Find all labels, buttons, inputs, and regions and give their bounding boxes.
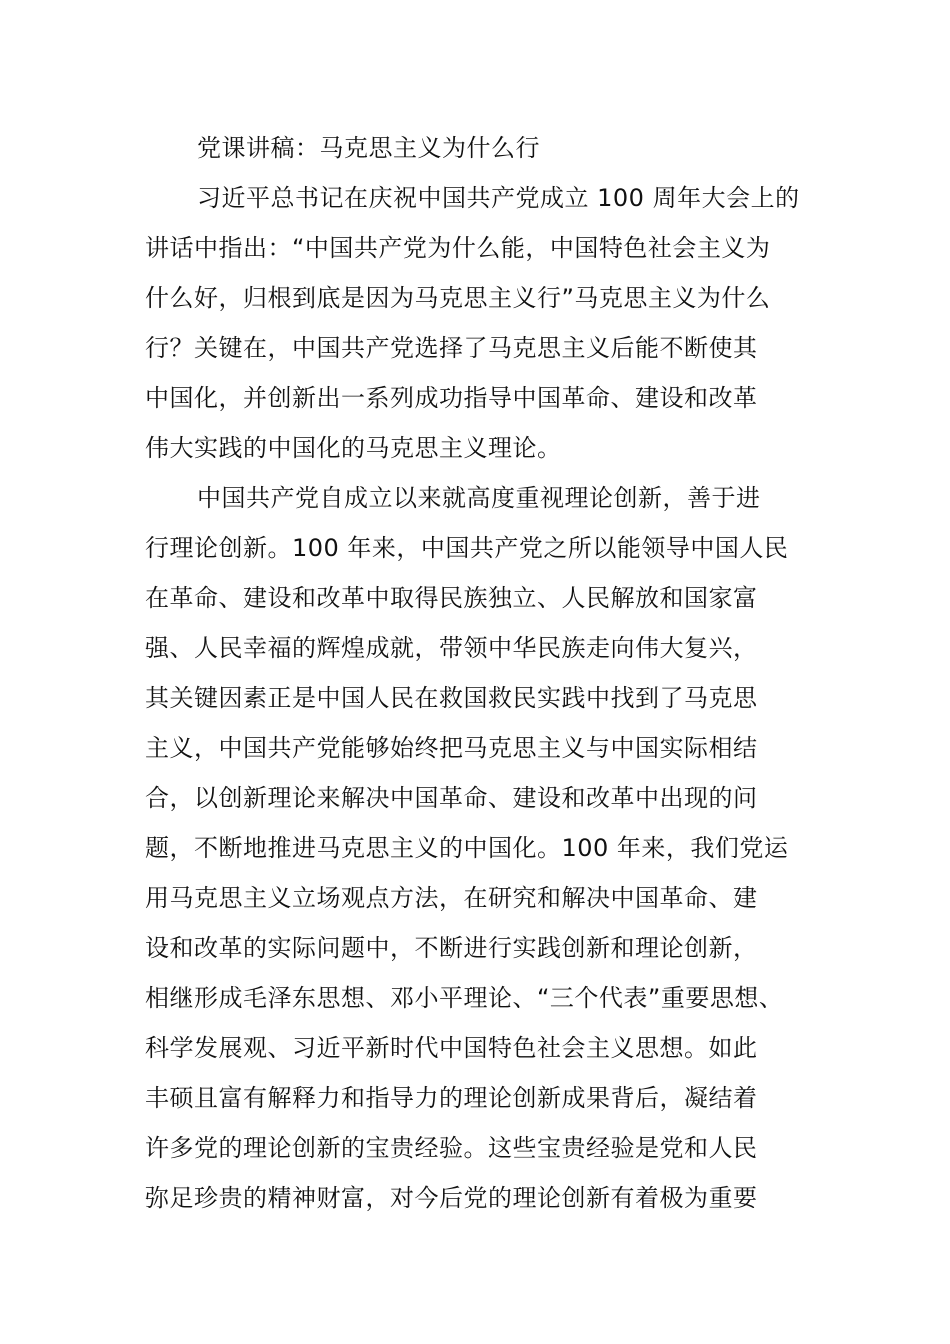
paragraph-line: 行理论创新。100 年来，中国共产党之所以能领导中国人民 bbox=[145, 534, 789, 562]
paragraph-line: 中国化，并创新出一系列成功指导中国革命、建设和改革 bbox=[145, 384, 758, 412]
paragraph-line: 相继形成毛泽东思想、邓小平理论、“三个代表”重要思想、 bbox=[145, 984, 784, 1012]
paragraph-line: 设和改革的实际问题中，不断进行实践创新和理论创新， bbox=[145, 934, 758, 962]
paragraph-1 bbox=[145, 173, 807, 473]
paragraph-line: 其关键因素正是中国人民在救国救民实践中找到了马克思 bbox=[145, 684, 758, 712]
document-body bbox=[145, 123, 807, 1223]
paragraph-line: 什么好，归根到底是因为马克思主义行”马克思主义为什么 bbox=[145, 284, 771, 312]
paragraph-line: 弥足珍贵的精神财富，对今后党的理论创新有着极为重要 bbox=[145, 1184, 758, 1212]
paragraph-line: 讲话中指出：“中国共产党为什么能，中国特色社会主义为 bbox=[145, 234, 771, 262]
paragraph-line: 行？关键在，中国共产党选择了马克思主义后能不断使其 bbox=[145, 334, 758, 362]
paragraph-line: 科学发展观、习近平新时代中国特色社会主义思想。如此 bbox=[145, 1034, 758, 1062]
paragraph-line: 丰硕且富有解释力和指导力的理论创新成果背后，凝结着 bbox=[145, 1084, 758, 1112]
paragraph-line: 强、人民幸福的辉煌成就，带领中华民族走向伟大复兴， bbox=[145, 634, 758, 662]
document-title: 党课讲稿：马克思主义为什么行 bbox=[197, 134, 540, 162]
paragraph-line: 伟大实践的中国化的马克思主义理论。 bbox=[145, 434, 562, 462]
paragraph-line: 中国共产党自成立以来就高度重视理论创新，善于进 bbox=[197, 484, 761, 512]
paragraph-line: 在革命、建设和改革中取得民族独立、人民解放和国家富 bbox=[145, 584, 758, 612]
paragraph-line: 用马克思主义立场观点方法，在研究和解决中国革命、建 bbox=[145, 884, 758, 912]
paragraph-line: 习近平总书记在庆祝中国共产党成立 100 周年大会上的 bbox=[197, 184, 800, 212]
paragraph-line: 题，不断地推进马克思主义的中国化。100 年来，我们党运 bbox=[145, 834, 789, 862]
paragraph-line: 合，以创新理论来解决中国革命、建设和改革中出现的问 bbox=[145, 784, 758, 812]
paragraph-2 bbox=[145, 473, 807, 1223]
paragraph-line: 许多党的理论创新的宝贵经验。这些宝贵经验是党和人民 bbox=[145, 1134, 758, 1162]
paragraph-line: 主义，中国共产党能够始终把马克思主义与中国实际相结 bbox=[145, 734, 758, 762]
